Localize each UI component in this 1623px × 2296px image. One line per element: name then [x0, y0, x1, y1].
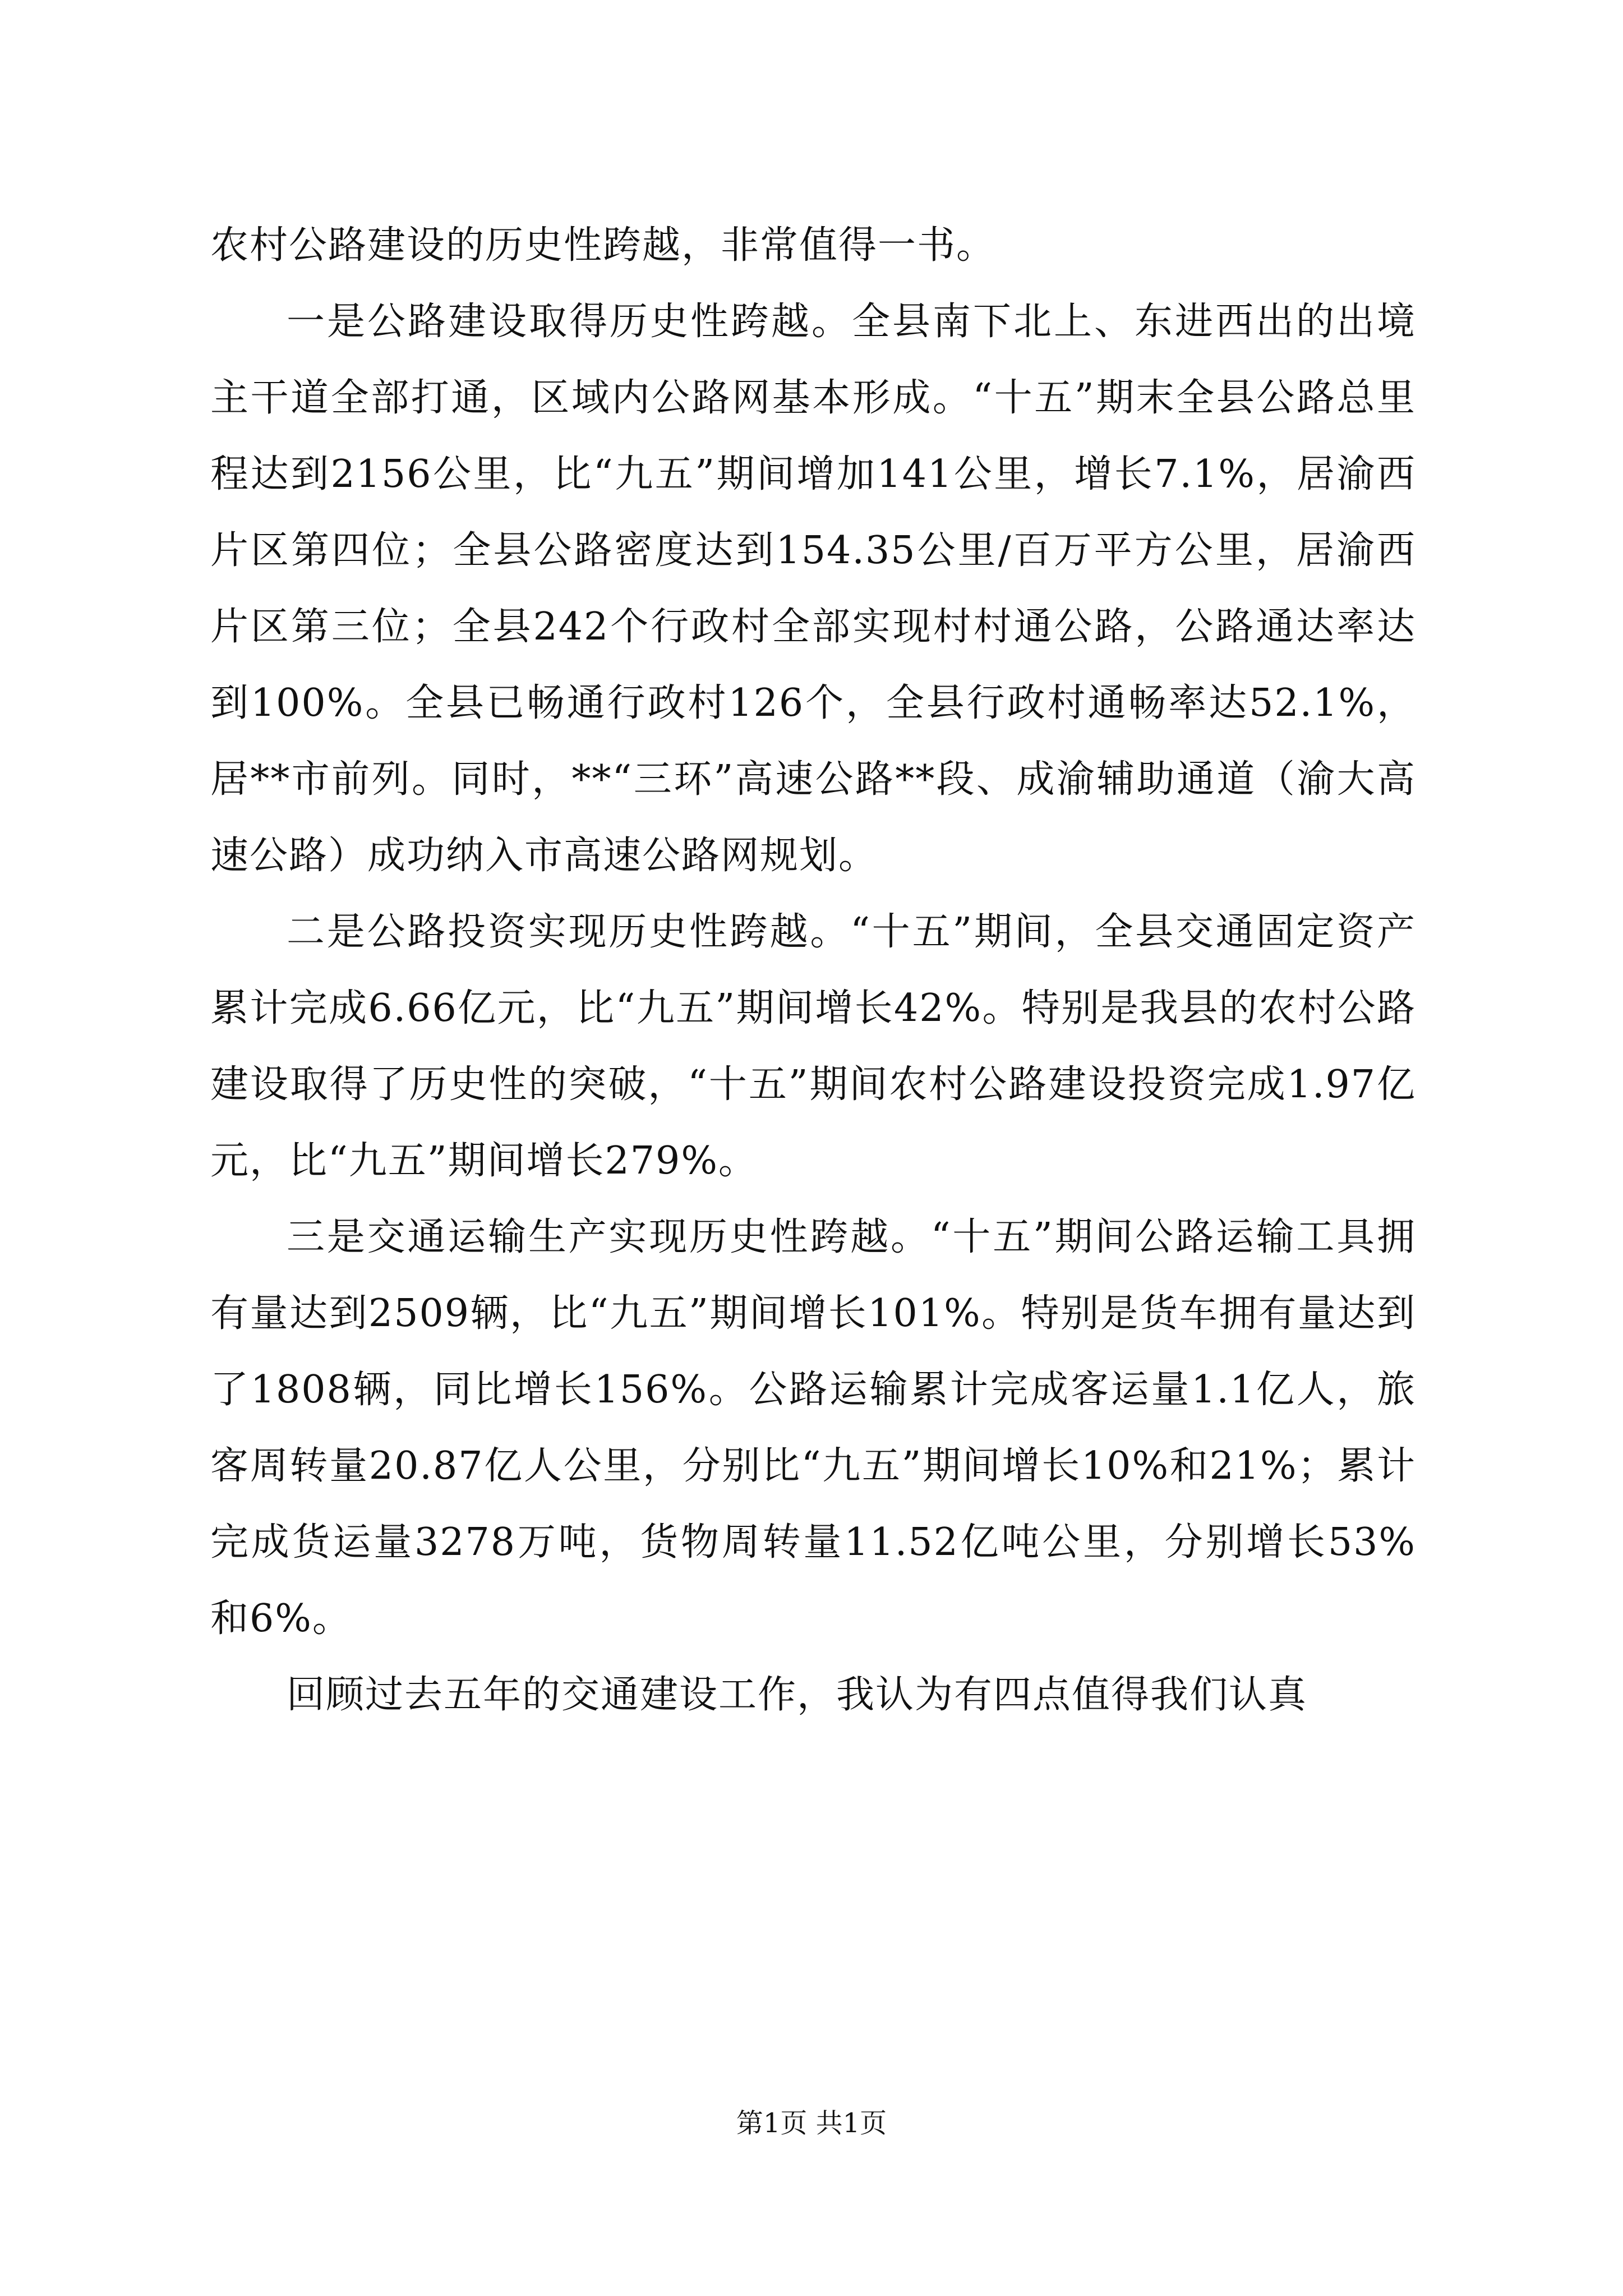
paragraph-intro: 农村公路建设的历史性跨越，非常值得一书。 — [210, 223, 996, 268]
paragraph-road-investment: 二是公路投资实现历史性跨越。“十五”期间，全县交通固定资产累计完成6.66亿元，比“九五”期间增长42%。特别是我县的农村公路建设取得了历史性的突破，“十五”期间农村公路建设投资完成1.97亿元，比“九五”期间增长279%。 — [210, 910, 1416, 1183]
paragraph-transport-production: 三是交通运输生产实现历史性跨越。“十五”期间公路运输工具拥有量达到2509辆，比“九五”期间增长101%。特别是货车拥有量达到了1808辆，同比增长156%。公路运输累计完成客运量1.1亿人，旅客周转量20.87亿人公里，分别比“九五”期间增长10%和21%；累计完成货运量3278万吨，货物周转量11.52亿吨公里，分别增长53%和6%。 — [210, 1215, 1416, 1641]
paragraph-road-construction: 一是公路建设取得历史性跨越。全县南下北上、东进西出的出境主干道全部打通，区域内公路网基本形成。“十五”期末全县公路总里程达到2156公里，比“九五”期间增加141公里，增长7.1%，居渝西片区第四位；全县公路密度达到154.35公里/百万平方公里，居渝西片区第三位；全县242个行政村全部实现村村通公路，公路通达率达到100%。全县已畅通行政村126个，全县行政村通畅率达52.1%，居**市前列。同时，**“三环”高速公路**段、成渝辅助通道（渝大高速公路）成功纳入市高速公路网规划。 — [210, 300, 1416, 878]
page-number-footer: 第1页 共1页 — [736, 2108, 887, 2139]
document-body — [210, 208, 1416, 1733]
paragraph-review: 回顾过去五年的交通建设工作，我认为有四点值得我们认真 — [287, 1673, 1308, 1717]
